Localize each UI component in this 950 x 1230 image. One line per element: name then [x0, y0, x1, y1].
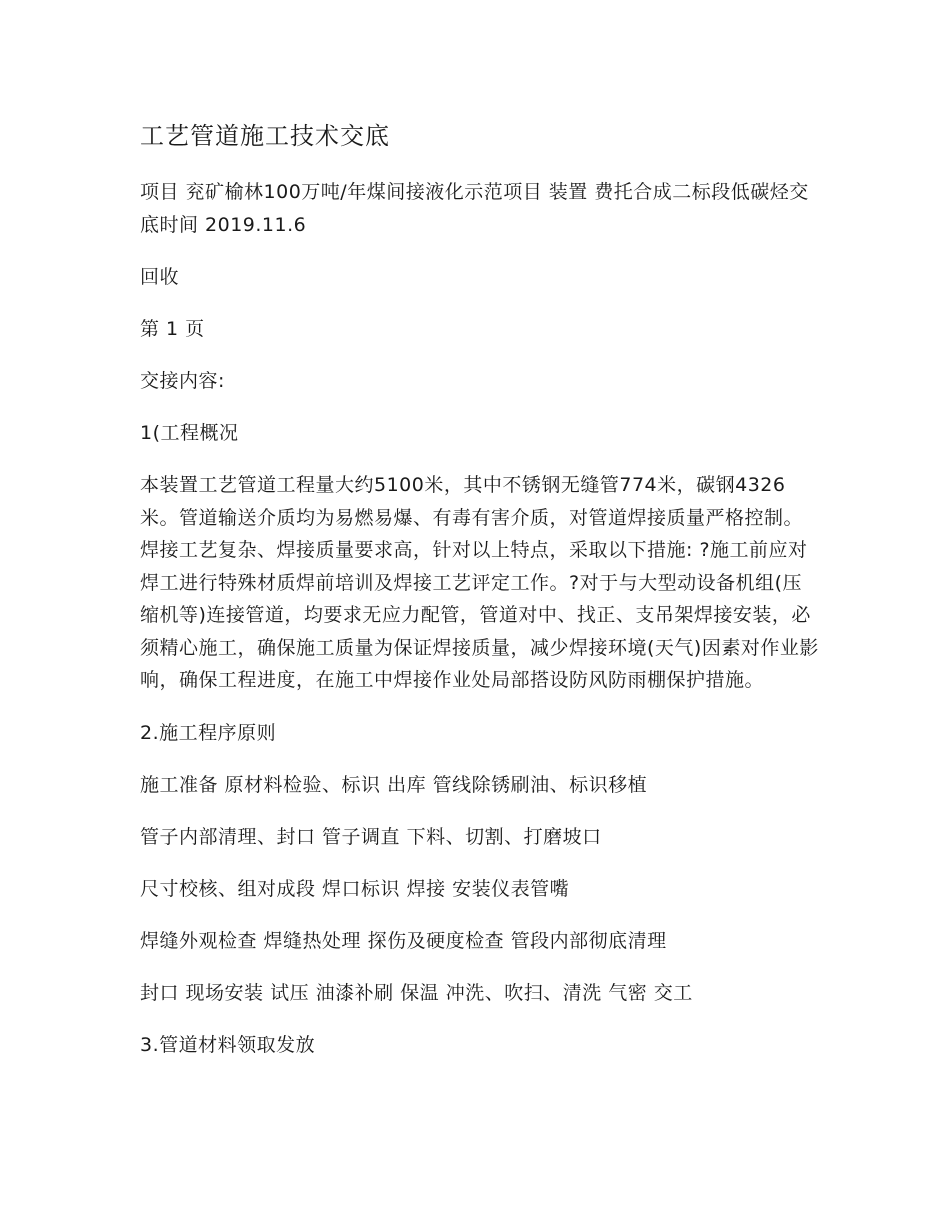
procedure-line: 管子内部清理、封口 管子调直 下料、切割、打磨坡口: [140, 825, 602, 848]
procedure-line: 施工准备 原材料检验、标识 出库 管线除锈刷油、标识移植: [140, 773, 648, 796]
page-number-label: 第 1 页: [140, 318, 205, 340]
procedure-line: 焊缝外观检查 焊缝热处理 探伤及硬度检查 管段内部彻底清理: [140, 929, 667, 952]
project-info-line: 项目 兖矿榆林100万吨/年煤间接液化示范项目 装置 费托合成二标段低碳烃交底时间 2019.11.6: [140, 181, 809, 236]
procedure-line: 封口 现场安装 试压 油漆补刷 保温 冲洗、吹扫、清洗 气密 交工: [140, 981, 693, 1004]
section-1-heading: 1(工程概况: [140, 422, 239, 444]
document-title: 工艺管道施工技术交底: [140, 122, 390, 150]
section-1-body: 本装置工艺管道工程量大约5100米，其中不锈钢无缝管774米，碳钢4326米。管道输送介质均为易燃易爆、有毒有害介质，对管道焊接质量严格控制。 焊接工艺复杂、焊接质量要求高，针对以上特点，采取以下措施: ?施工前应对焊工进行特殊材质焊前培训及焊接工艺评定工作。?对于与大型动设备机组(压缩机等)连接管道，均要求无应力配管，管道对中、找正、支吊架焊接安装，必须精心施工，确保施工质量为保证焊接质量，减少焊接环境(天气)因素对作业影响，确保工程进度，在施工中焊接作业处局部搭设防风防雨棚保护措施。: [140, 474, 819, 691]
procedure-line: 尺寸校核、组对成段 焊口标识 焊接 安装仪表管嘴: [140, 877, 570, 900]
recycle-label: 回收: [140, 266, 180, 288]
section-3-heading: 3.管道材料领取发放: [140, 1033, 316, 1056]
content-heading: 交接内容:: [140, 370, 225, 392]
document-page: [140, 118, 820, 1081]
section-2-heading: 2.施工程序原则: [140, 721, 277, 744]
